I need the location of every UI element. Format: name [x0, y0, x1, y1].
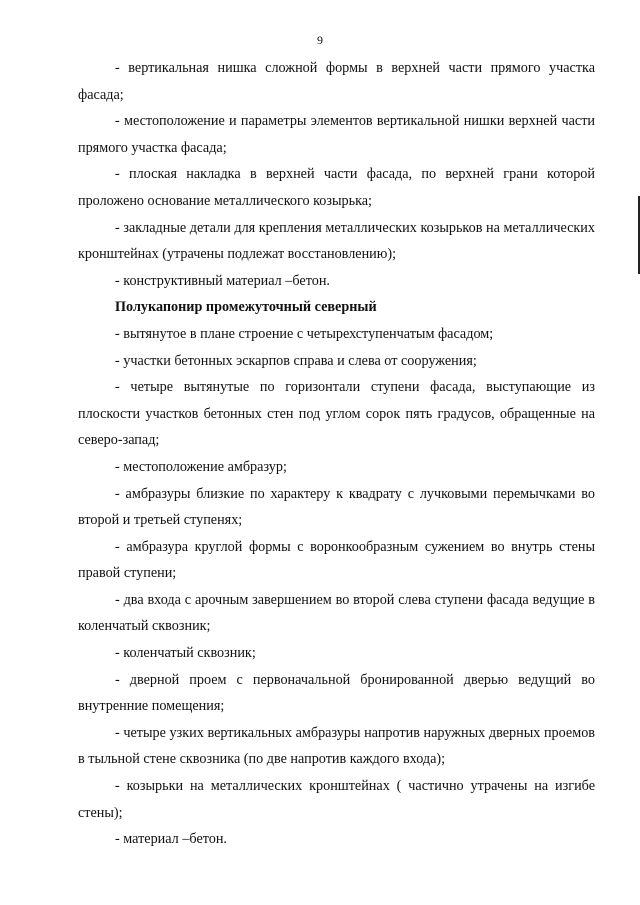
list-item: - амбразура круглой формы с воронкообразным сужением во внутрь стены правой ступени;: [78, 538, 595, 582]
list-item: - четыре узких вертикальных амбразуры напротив наружных дверных проемов в тыльной стене сквозника (по две напротив каждого входа);: [78, 724, 595, 768]
section-heading: Полукапонир промежуточный северный: [115, 299, 377, 316]
list-item: - четыре вытянутые по горизонтали ступени фасада, выступающие из плоскости участков бетонных стен под углом сорок пять градусов, обращенные на северо-запад;: [78, 379, 595, 449]
list-item: - закладные детали для крепления металлических козырьков на металлических кронштейнах (утрачены подлежат восстановлению);: [78, 219, 595, 263]
list-item: - материал –бетон.: [115, 831, 227, 848]
list-item: - вытянутое в плане строение с четырехступенчатым фасадом;: [115, 325, 494, 342]
page-number: 9: [317, 33, 323, 47]
list-item: - вертикальная нишка сложной формы в верхней части прямого участка фасада;: [78, 60, 595, 103]
list-item: - дверной проем с первоначальной бронированной дверью ведущий во внутренние помещения;: [78, 671, 595, 715]
list-item: - два входа с арочным завершением во второй слева ступени фасада ведущие в коленчатый сквозник;: [78, 591, 595, 635]
list-item: - участки бетонных эскарпов справа и слева от сооружения;: [115, 352, 477, 369]
list-item: - коленчатый сквозник;: [115, 645, 256, 662]
list-item: - плоская накладка в верхней части фасада, по верхней грани которой проложено основание металлического козырька;: [78, 166, 595, 209]
page-content: [78, 55, 595, 853]
list-item: - амбразуры близкие по характеру к квадрату с лучковыми перемычками во второй и третьей ступенях;: [78, 485, 595, 529]
list-item: - конструктивный материал –бетон.: [115, 272, 330, 289]
list-item: - козырьки на металлических кронштейнах ( частично утрачены на изгибе стены);: [78, 778, 595, 821]
list-item: - местоположение и параметры элементов вертикальной нишки верхней части прямого участка фасада;: [78, 113, 595, 156]
list-item: - местоположение амбразур;: [115, 458, 287, 475]
